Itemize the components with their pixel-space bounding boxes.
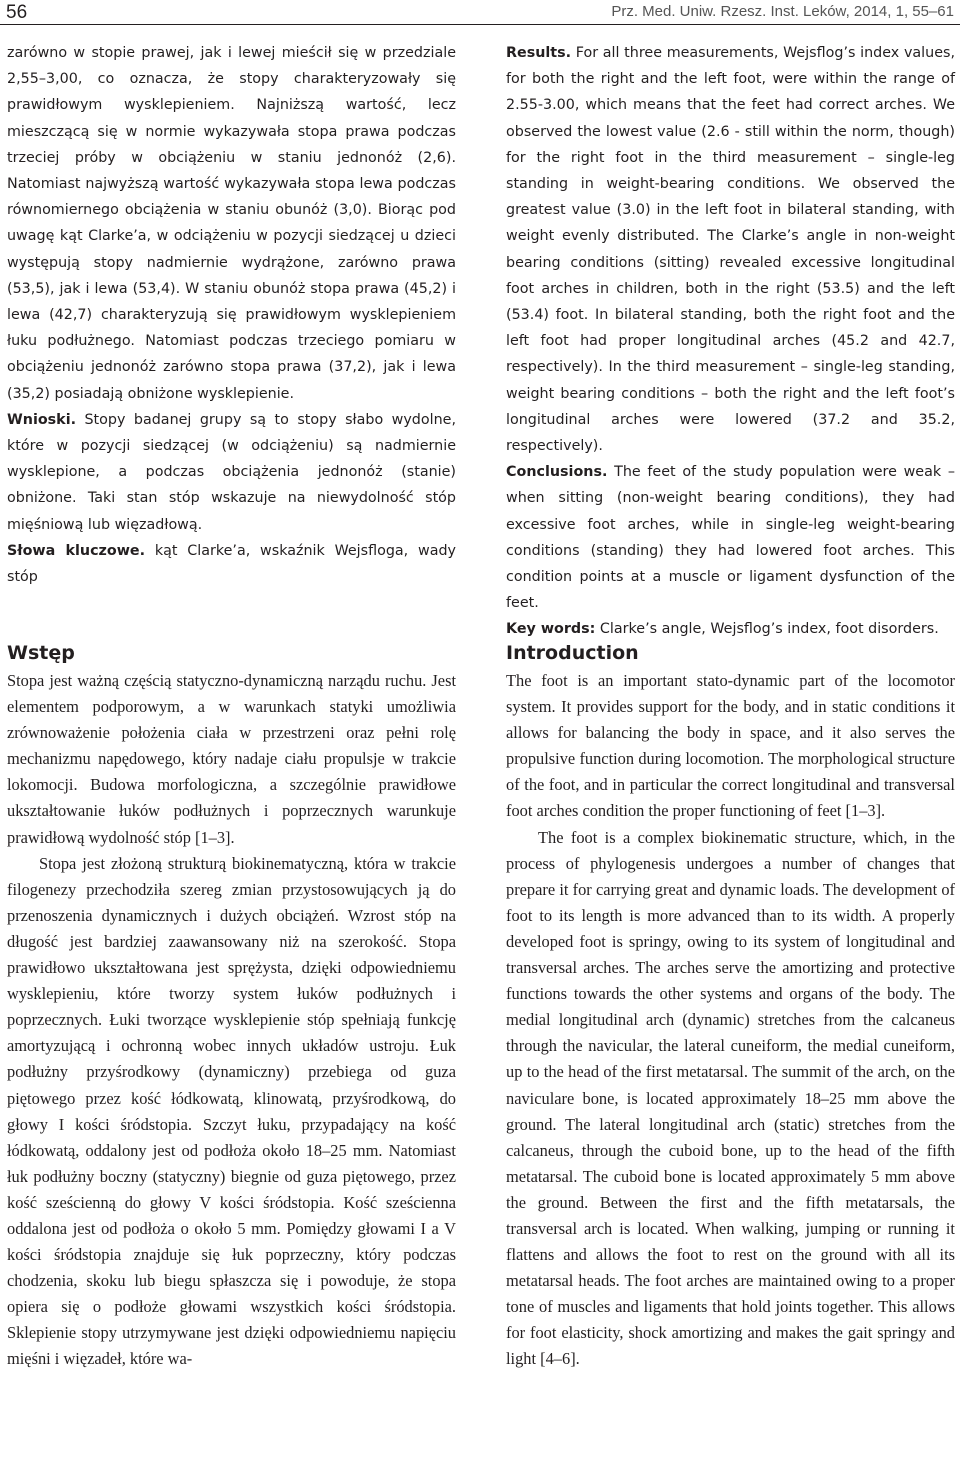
abstract-en-results-label: Results. xyxy=(506,45,572,61)
intro-pl-paragraph-2: Stopa jest złożoną strukturą biokinematyczną, która w trakcie filogenezy przechodziła szereg zmian przystosowujących ją do przenoszenia dynamicznych i dużych obciążeń. Wzrost stóp na długość jest bardziej zaawansowany niż na szerokość. Stopa prawidłowo ukształtowana jest sprężysta, dzięki odpowiedniemu wysklepieniu, które tworzy system łuków podłużnych i poprzecznych. Łuki tworzące wysklepienie stóp spełniają funkcję amortyzującą i ochronną wobec innych układów ustroju. Łuk podłużny przyśrodkowy (dynamiczny) przebiega od guza piętowego przez kość łódkowatą, klinowatą, przyśrodkową, do głowy I kości śródstopia. Szczyt łuku, przypadający na kość łódkowatą, oddalony jest od podłoża około 18–25 mm. Natomiast łuk podłużny boczny (statyczny) biegnie od guza piętowego, przez kość sześcienną do głowy V kości śródstopia. Kość sześcienna oddalona jest od podłoża o około 5 mm. Pomiędzy głowami I a V kości śródstopia znajduje się łuk poprzeczny, który podczas chodzenia, skoku lub biegu spłaszcza się i powoduje, że stopa opiera się o podłoże głowami wszystkich kości śródstopia. Sklepienie stopy utrzymywane jest dzięki odpowiedniemu napięciu mięśni i więzadeł, które wa- xyxy=(7,853,456,1369)
intro-en-heading: Introduction xyxy=(506,642,639,664)
intro-polish-section xyxy=(7,640,456,1373)
abstract-pl-keywords xyxy=(7,538,456,590)
abstract-pl-results xyxy=(7,40,456,407)
abstract-polish xyxy=(7,40,456,590)
abstract-en-keywords-label: Key words: xyxy=(506,621,596,638)
journal-citation: Prz. Med. Uniw. Rzesz. Inst. Leków, 2014, 1, 55–61 xyxy=(611,3,954,20)
abstract-pl-results-text: zarówno w stopie prawej, jak i lewej mieścił się w przedziale 2,55–3,00, co oznacza, że stopy charakteryzowały się prawidłowym wysklepieniem. Najniższą wartość, lecz mieszczącą się w normie wykazywała stopa prawa podczas trzeciej próby w obciążeniu w staniu jednonóż (2,6). Natomiast najwyższą wartość wykazywała stopa lewa podczas równomiernego obciążenia w staniu obunóż (3,0). Biorąc pod uwagę kąt Clarke’a, w odciążeniu w pozycji siedzącej u dzieci występują stopy nadmiernie wydrążone, zarówno prawa (53,5), jak i lewa (53,4). W staniu obunóż stopa prawa (45,2) i lewa (42,7) charakteryzują się prawidłowym wysklepieniem łuku podłużnego. Natomiast podczas trzeciego pomiaru w obciążeniu jednonóż zarówno stopa prawa (37,2), jak i lewa (35,2) posiadają obniżone wysklepienie. xyxy=(7,45,456,402)
abstract-en-results xyxy=(506,40,955,459)
abstract-en-keywords-text: Clarke’s angle, Wejsflog’s index, foot disorders. xyxy=(595,621,939,638)
page-number: 56 xyxy=(6,2,28,23)
abstract-english xyxy=(506,40,955,643)
abstract-pl-keywords-label: Słowa kluczowe. xyxy=(7,542,146,559)
abstract-pl-conclusions-label: Wnioski. xyxy=(7,411,77,428)
abstract-en-conclusions xyxy=(506,459,955,616)
abstract-en-results-text: For all three measurements, Wejsflog’s index values, for both the right and the left foot, were within the range of 2.55-3.00, which means that the feet had correct arches. We observed the lowest value (2.6 - still within the norm, though) for the right foot in the third measurement – single-leg standing in weight-bearing conditions. We observed the greatest value (3.0) in the left foot in bilateral standing, with weight evenly distributed. The Clarke’s angle in non-weight bearing conditions (sitting) revealed excessive longitudinal foot arches in children, both in the right (53.5) and the left (53.4) foot. In bilateral standing, both the right foot and the left foot had proper longitudinal arches (45.2 and 42.7, respectively). In the third measurement – single-leg standing, weight bearing conditions – both the right and the left foot’s longitudinal arches were lowered (37.2 and 35.2, respectively). xyxy=(506,45,955,455)
page-header xyxy=(0,0,960,26)
intro-english-section xyxy=(506,640,955,1373)
abstract-en-conclusions-text: The feet of the study population were weak – when sitting (non-weight bearing conditions), they had excessive foot arches, while in single-leg weight-bearing conditions (standing) they had lowered foot arches. This condition points at a muscle or ligament dysfunction of the feet. xyxy=(506,464,955,612)
abstract-en-conclusions-label: Conclusions. xyxy=(506,464,608,481)
intro-en-paragraph-1: The foot is an important stato-dynamic part of the locomotor system. It provides support for the body, and in static conditions it allows for balancing the body in space, and it also serves the propulsive function during locomotion. The morphological structure of the foot, and in particular the correct longitudinal and transversal foot arches condition the proper functioning of feet [1–3]. xyxy=(506,671,955,821)
abstract-pl-keywords-text: kąt Clarke’a, wskaźnik Wejsfloga, wady stóp xyxy=(7,542,456,586)
intro-pl-paragraph-1: Stopa jest ważną częścią statyczno-dynamiczną narządu ruchu. Jest elementem podporowym, a w warunkach statyki umożliwia zrównoważenie położenia ciała w przestrzeni oraz pełni rolę mechanizmu napędowego, który nadaje ciału propulsje w trakcie lokomocji. Budowa morfologiczna, a szczególnie prawidłowe ukształtowanie łuków podłużnych i poprzecznych warunkuje prawidłową wydolność stóp [1–3]. xyxy=(7,671,456,847)
intro-en-paragraph-2: The foot is a complex biokinematic structure, which, in the process of phylogenesis undergoes a number of changes that prepare it for carrying great and dynamic loads. The development of foot to its length is more advanced than to its width. A properly developed foot is springy, owing to its system of longitudinal and transversal arches. The arches serve the amortizing and protective functions towards the other systems and organs of the body. The medial longitudinal arch (dynamic) stretches from the calcaneus through the navicular, the lateral cuneiform, the medial cuneiform, up to the head of the first metatarsal. The summit of the arch, on the naviculare bone, is located approximately 18–25 mm above the ground. The lateral longitudinal arch (static) stretches from the calcaneus, through the cuboid bone, up to the head of the fifth metatarsal. The cuboid bone is located approximately 5 mm above the ground. Between the first and the fifth metatarsals, the transversal arch is located. When walking, jumping or running it flattens and allows the foot to rest on the ground with all its metatarsal heads. The foot arches are maintained owing to a proper tone of muscles and ligaments that hold joints together. This allows for foot elasticity, shock amortizing and makes the gait springy and light [4–6]. xyxy=(506,827,955,1369)
intro-pl-heading: Wstęp xyxy=(7,642,75,664)
abstract-pl-conclusions xyxy=(7,407,456,538)
header-rule xyxy=(0,24,960,25)
abstract-en-keywords xyxy=(506,616,955,642)
abstract-pl-conclusions-text: Stopy badanej grupy są to stopy słabo wydolne, które w pozycji siedzącej (w odciążeniu) są nadmiernie wysklepione, a podczas obciążenia jednonóż (stanie) obniżone. Taki stan stóp wskazuje na niewydolność stóp mięśniową lub więzadłową. xyxy=(7,411,456,533)
